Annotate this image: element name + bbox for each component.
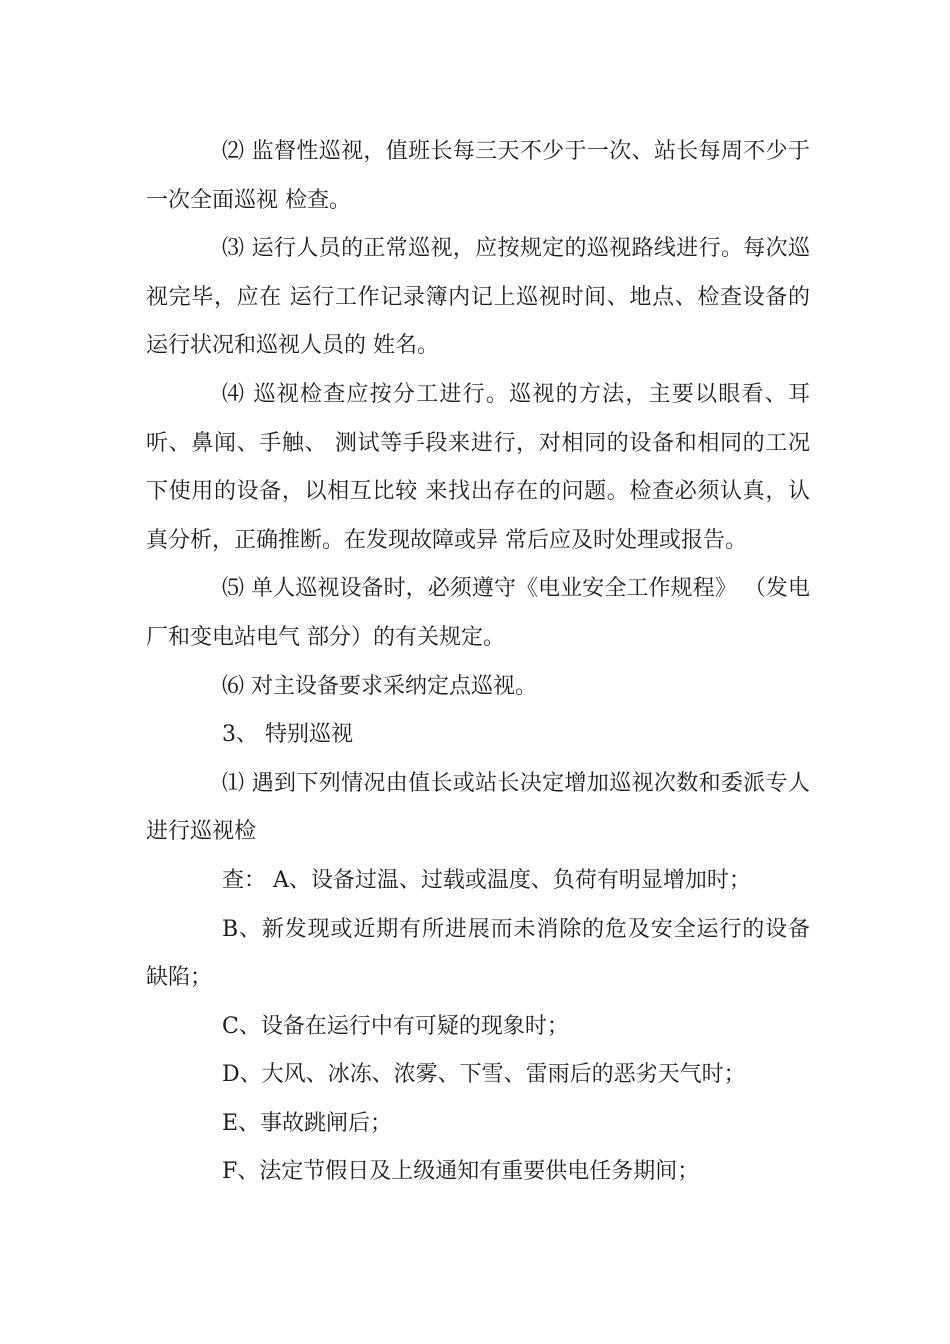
list-item-a: 查： A、设备过温、过载或温度、负荷有明显增加时； [222,867,751,893]
document-body [146,128,810,1197]
paragraph-supervisory-inspection: ⑵ 监督性巡视，值班长每三天不少于一次、站长每周不少于一次全面巡视 检查。 [146,139,810,213]
list-item-f: F、法定节假日及上级通知有重要供电任务期间； [222,1159,700,1185]
list-item-c: C、设备在运行中有可疑的现象时； [222,1013,569,1039]
paragraph-fixed-point-inspection: ⑹ 对主设备要求采纳定点巡视。 [222,673,537,699]
list-item-e: E、事故跳闸后； [222,1110,393,1136]
paragraph-special-inspection-conditions: ⑴ 遇到下列情况由值长或站长决定增加巡视次数和委派专人进行巡视检 [146,770,810,845]
paragraph-single-person-inspection: ⑸ 单人巡视设备时，必须遵守《电业安全工作规程》 （发电厂和变电站电气 部分）的有关规定。 [146,576,810,650]
list-item-b: B、新发现或近期有所进展而未消除的危及安全运行的设备缺陷； [146,916,810,991]
list-item-d: D、大风、冰冻、浓雾、下雪、雷雨后的恶劣天气时； [222,1062,746,1088]
paragraph-inspection-method: ⑷ 巡视检查应按分工进行。巡视的方法，主要以眼看、耳听、鼻闻、手触、 测试等手段来进行，对相同的设备和相同的工况下使用的设备，以相互比较 来找出存在的问题。检查必须认真，认真分析，正确推断。在发现故障或异 常后应及时处理或报告。 [146,381,810,553]
paragraph-normal-inspection: ⑶ 运行人员的正常巡视，应按规定的巡视路线进行。每次巡视完毕，应在 运行工作记录簿内记上巡视时间、地点、检查设备的运行状况和巡视人员的 姓名。 [146,236,810,359]
section-heading-special-inspection: 3、 特别巡视 [222,722,353,748]
